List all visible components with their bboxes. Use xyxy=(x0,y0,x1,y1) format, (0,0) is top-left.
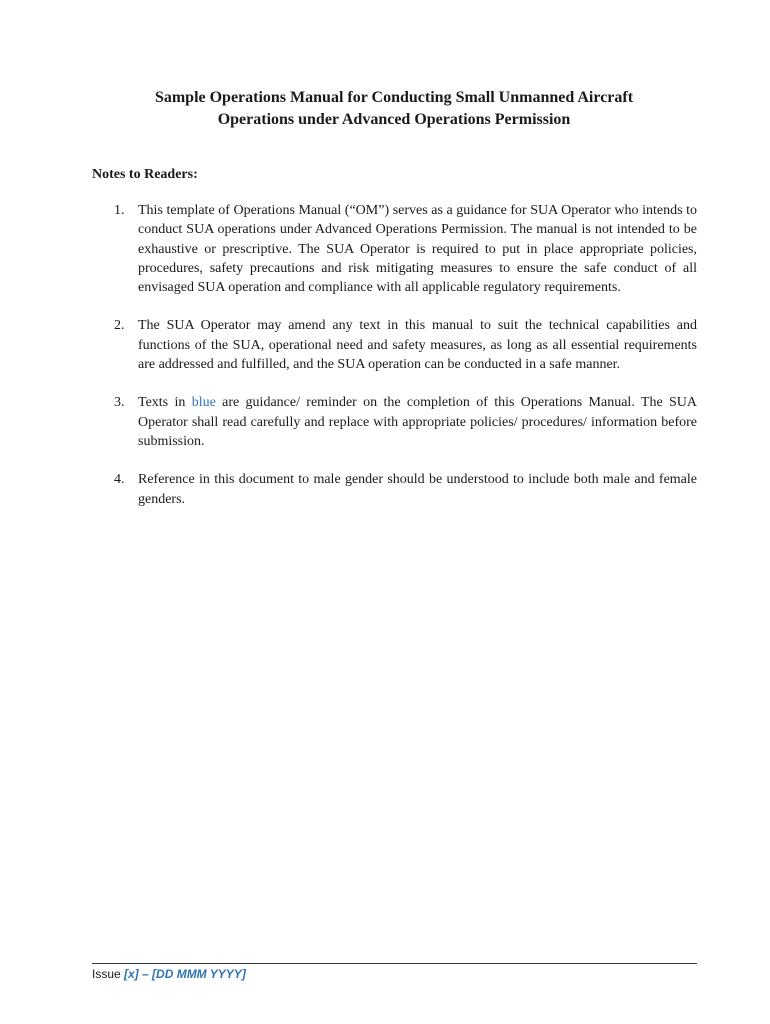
document-title xyxy=(92,87,696,131)
note-item-3 xyxy=(92,393,697,451)
document-title-line-2: Operations under Advanced Operations Permission xyxy=(217,111,571,128)
footer-date-value: [DD MMM YYYY] xyxy=(152,967,246,981)
note-number: 3. xyxy=(114,395,125,411)
note-text-after: are guidance/ reminder on the completion of this Operations Manual. The SUA Operator shall read carefully and replace with appropriate policies/ procedures/ information before submission. xyxy=(138,395,698,449)
note-text: The SUA Operator may amend any text in this manual to suit the technical capabilities and functions of the SUA, operational need and safety measures, as long as all essential requirements are addressed and fulfilled, and the SUA operation can be conducted in a safe manner. xyxy=(138,318,697,373)
note-text: This template of Operations Manual (“OM”) serves as a guidance for SUA Operator who intends to conduct SUA operations under Advanced Operations Permission. The manual is not intended to be exhaustive or prescriptive. The SUA Operator is required to put in place appropriate policies, procedures, safety precautions and risk mitigating measures to ensure the safe conduct of all envisaged SUA operation and compliance with all applicable regulatory requirements. xyxy=(138,203,697,296)
note-text-before: Texts in xyxy=(138,395,192,411)
notes-list xyxy=(92,201,697,528)
note-item-4 xyxy=(92,470,697,509)
document-title-line-1: Sample Operations Manual for Conducting Small Unmanned Aircraft xyxy=(154,89,634,106)
note-number: 1. xyxy=(114,203,125,218)
note-text xyxy=(138,395,697,449)
note-number: 4. xyxy=(114,472,125,488)
note-text: Reference in this document to male gender should be understood to include both male and female genders. xyxy=(138,472,697,507)
blue-highlight-word: blue xyxy=(191,395,216,411)
footer-separator: – xyxy=(138,967,153,981)
note-item-1 xyxy=(92,201,697,297)
footer-divider xyxy=(92,963,697,964)
page-footer xyxy=(92,966,246,982)
footer-issue-value: [x] xyxy=(124,967,139,981)
notes-heading: Notes to Readers: xyxy=(92,167,198,182)
note-item-2 xyxy=(92,316,697,374)
note-number: 2. xyxy=(114,318,125,334)
footer-issue-label: Issue xyxy=(92,967,125,981)
